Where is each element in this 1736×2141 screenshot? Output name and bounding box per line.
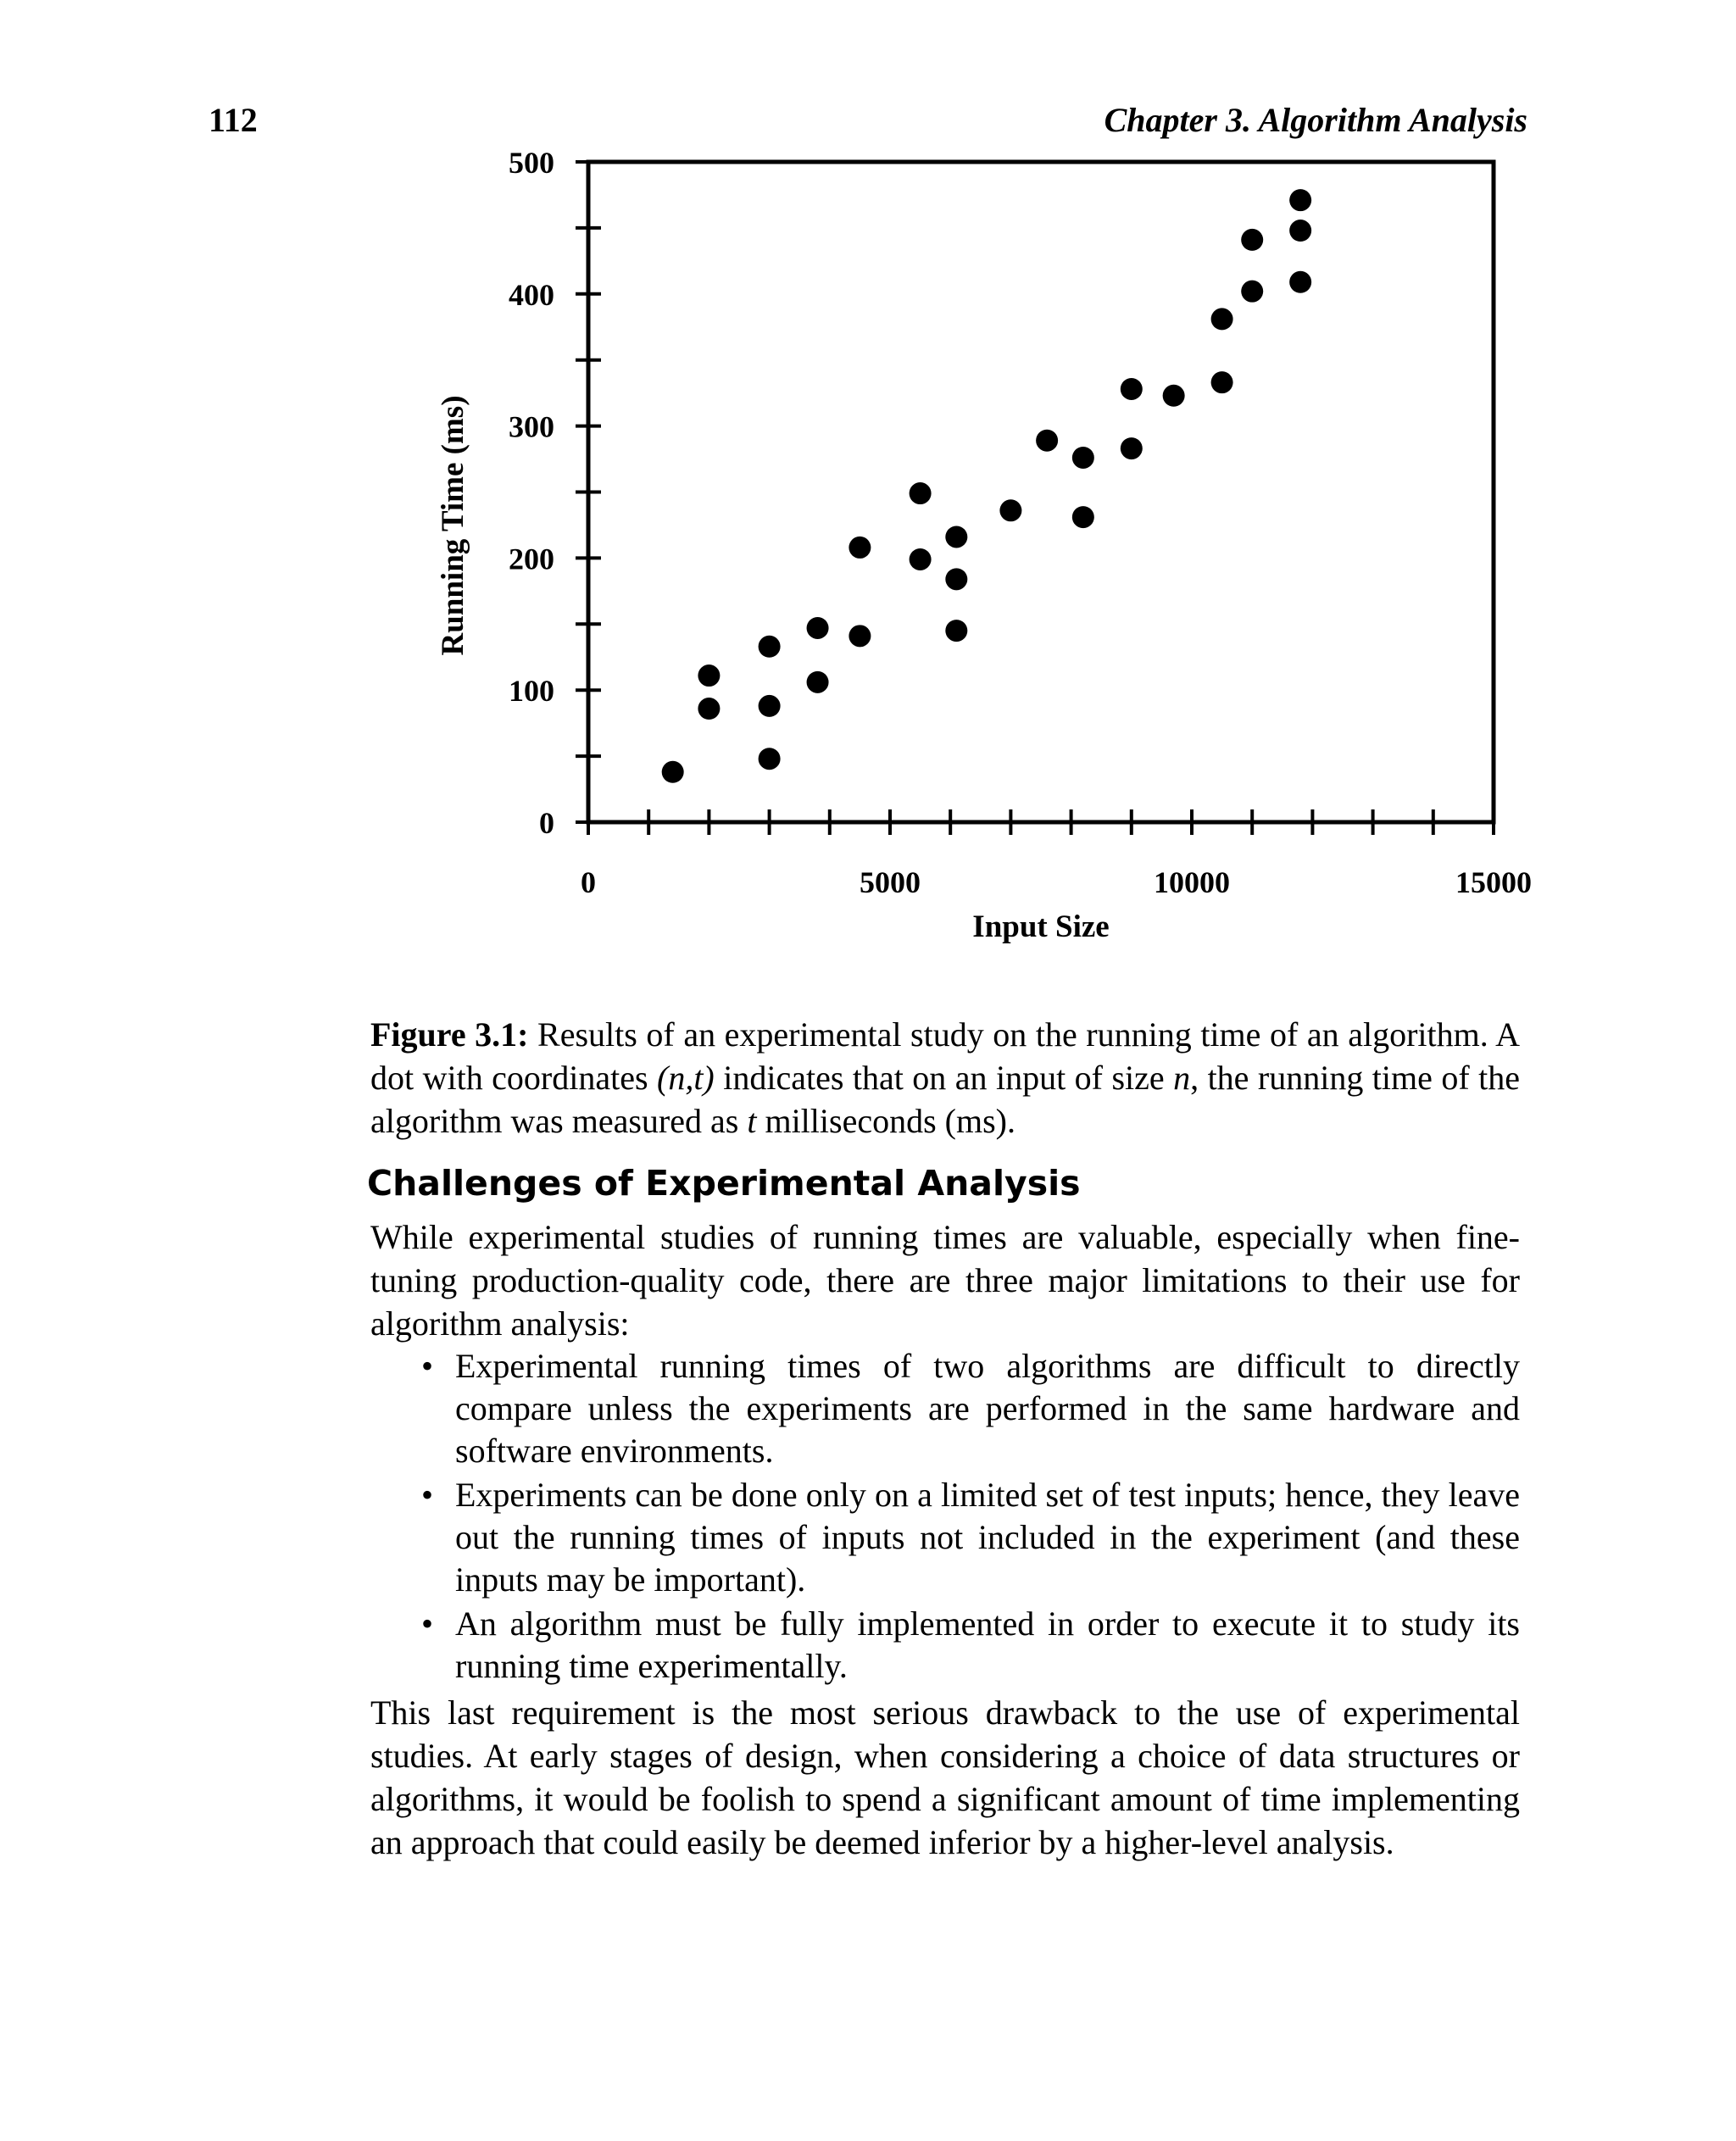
data-point <box>1289 189 1311 211</box>
plot-frame <box>588 162 1494 822</box>
running-head: Chapter 3. Algorithm Analysis <box>1104 101 1527 139</box>
list-item <box>421 1603 1520 1688</box>
y-tick-label: 300 <box>509 409 554 444</box>
data-point <box>1072 447 1094 469</box>
caption-label: Figure 3.1: <box>370 1015 529 1054</box>
caption-text: indicates that on an input of size <box>714 1059 1174 1097</box>
data-point <box>849 537 871 559</box>
data-point <box>759 636 781 658</box>
y-tick-label: 500 <box>509 146 554 180</box>
data-point <box>662 761 684 783</box>
list-item-text: Experiments can be done only on a limited set of test inputs; hence, they leave out the running times of inputs not included in the experiment (and these inputs may be important). <box>455 1476 1520 1599</box>
data-point <box>999 499 1021 521</box>
data-point <box>945 568 967 590</box>
data-point <box>807 671 829 693</box>
bullet-icon: • <box>421 1476 434 1514</box>
bullet-icon: • <box>421 1347 434 1385</box>
x-tick-label: 10000 <box>1154 865 1230 899</box>
axis-tick-labels <box>509 146 1532 899</box>
intro-paragraph: While experimental studies of running times are valuable, especially when fine-tuning production-quality code, there are three major limitations to their use for algorithm analysis: <box>370 1218 1520 1343</box>
y-tick-label: 400 <box>509 277 554 312</box>
data-point <box>1211 308 1233 330</box>
y-tick-label: 100 <box>509 674 554 709</box>
figure-caption <box>370 1013 1520 1143</box>
axis-ticks <box>576 162 1494 835</box>
caption-text: Results of an experimental study on the running time of an algorithm. A dot with coordinates <box>370 1015 1520 1097</box>
data-point <box>910 548 932 570</box>
x-axis-label: Input Size <box>972 909 1110 944</box>
y-axis-label: Running Time (ms) <box>436 395 470 656</box>
y-tick-label: 0 <box>539 806 554 840</box>
caption-text: , the running time of the algorithm was measured as <box>370 1059 1521 1140</box>
list-item <box>421 1474 1520 1601</box>
data-point <box>1289 271 1311 293</box>
x-tick-label: 0 <box>581 865 596 899</box>
data-point <box>1072 506 1094 528</box>
caption-math: t <box>747 1102 757 1140</box>
y-tick-label: 200 <box>509 542 554 576</box>
bullet-icon: • <box>421 1604 434 1643</box>
data-point <box>1036 430 1058 452</box>
data-point <box>849 625 871 647</box>
data-points <box>662 189 1311 783</box>
data-point <box>759 695 781 717</box>
section-heading: Challenges of Experimental Analysis <box>367 1163 1081 1204</box>
data-point <box>1241 281 1263 303</box>
caption-text: milliseconds (ms). <box>756 1102 1015 1140</box>
data-point <box>807 617 829 639</box>
data-point <box>698 665 720 687</box>
data-point <box>945 620 967 642</box>
caption-math: (n,t) <box>657 1059 715 1097</box>
outro-paragraph: This last requirement is the most serious drawback to the use of experimental studies. At early stages of design, when considering a choice of data structures or algorithms, it would be foolish to spend a significant amount of time implementing an approach that could easily be deemed inferior by a higher-level analysis. <box>370 1693 1520 1861</box>
data-point <box>1163 385 1185 407</box>
data-point <box>1241 229 1263 251</box>
data-point <box>698 698 720 720</box>
data-point <box>1289 220 1311 242</box>
data-point <box>1121 378 1143 400</box>
list-item-text: Experimental running times of two algorithms are difficult to directly compare unless the experiments are performed in the same hardware and software environments. <box>455 1347 1520 1470</box>
x-tick-label: 15000 <box>1455 865 1532 899</box>
scatter-chart <box>0 0 1736 958</box>
data-point <box>1211 371 1233 393</box>
x-tick-label: 5000 <box>860 865 921 899</box>
list-item-text: An algorithm must be fully implemented in order to execute it to study its running time experimentally. <box>455 1604 1520 1685</box>
caption-math: n <box>1173 1059 1191 1097</box>
data-point <box>910 482 932 504</box>
data-point <box>945 526 967 548</box>
limitations-list <box>421 1345 1520 1689</box>
page-number: 112 <box>209 101 258 139</box>
list-item <box>421 1345 1520 1472</box>
data-point <box>1121 437 1143 459</box>
data-point <box>759 748 781 770</box>
